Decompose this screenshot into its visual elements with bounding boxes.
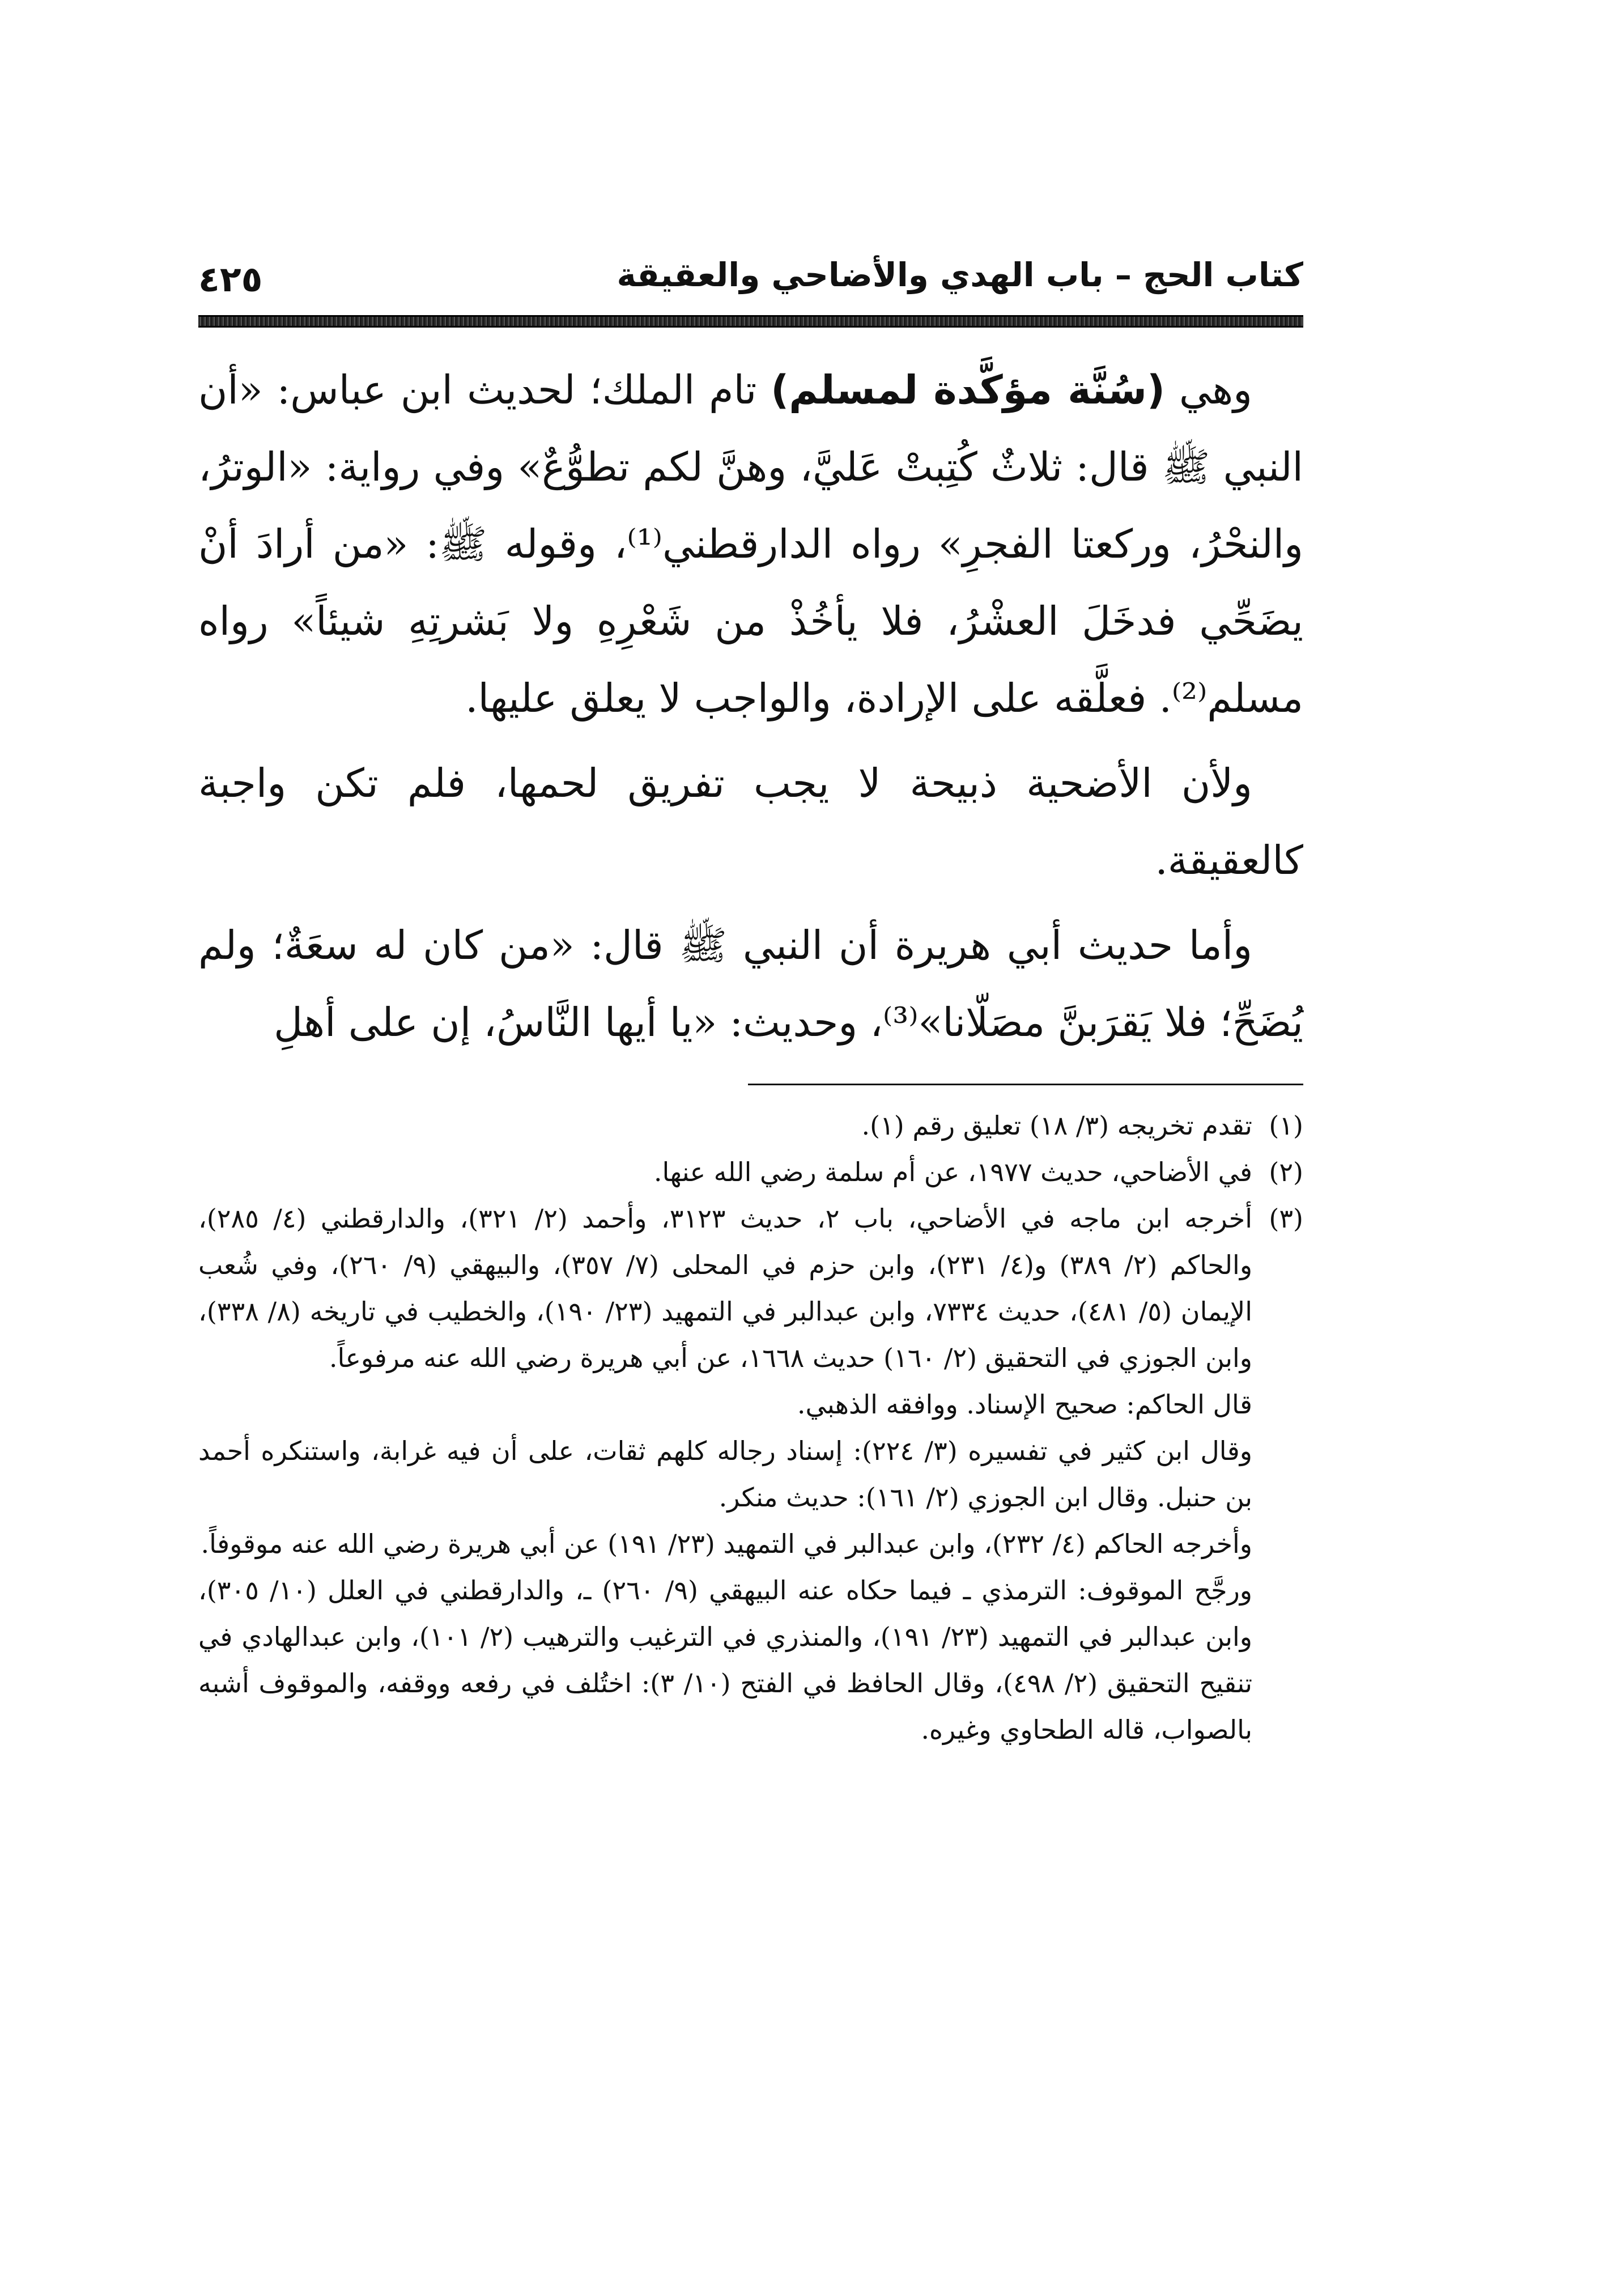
paragraph-1	[198, 351, 1303, 737]
footnote-2	[198, 1149, 1303, 1195]
footnote-number: (٣)	[1269, 1203, 1303, 1234]
paragraph-2: ولأن الأضحية ذبيحة لا يجب تفريق لحمها، فلم تكن واجبة كالعقيقة.	[198, 760, 1303, 884]
footnote-separator	[748, 1084, 1303, 1085]
running-header	[198, 249, 1303, 312]
footnote-text: أخرجه ابن ماجه في الأضاحي، باب ٢، حديث ٣١٢٣، وأحمد (٢/ ٣٢١)، والدارقطني (٤/ ٢٨٥)، والحاكم (٢/ ٣٨٩) و(٤/ ٢٣١)، وابن حزم في المحلى (٧/ ٣٥٧)، والبيهقي (٩/ ٢٦٠)، وفي شُعب الإيمان (٥/ ٤٨١)، حديث ٧٣٣٤، وابن عبدالبر في التمهيد (٢٣/ ١٩٠)، والخطيب في تاريخه (٨/ ٣٣٨)، وابن الجوزي في التحقيق (٢/ ١٦٠) حديث ١٦٦٨، عن أبي هريرة رضي الله عنه مرفوعاً.	[198, 1203, 1253, 1373]
footnote-1	[198, 1102, 1303, 1149]
footnotes	[198, 1102, 1303, 1753]
paragraph-1-body: تام الملك؛ لحديث ابن عباس: «أن النبي ﷺ قال: ثلاثٌ كُتِبتْ عَليَّ، وهنَّ لكم تطوُّعٌ» وفي رواية: «الوترُ، والنحْرُ، وركعتا الفجرِ» رواه الدارقطني⁽¹⁾، وقوله ﷺ: «من أرادَ أنْ يضَحِّي فدخَلَ العشْرُ، فلا يأخُذْ من شَعْرِهِ ولا بَشرتِهِ شيئاً» رواه مسلم⁽²⁾. فعلَّقه على الإرادة، والواجب لا يعلق عليها.	[198, 367, 1303, 721]
running-header-title: كتاب الحج – باب الهدي والأضاحي والعقيقة	[617, 256, 1303, 294]
footnote-3	[198, 1195, 1303, 1753]
footnote-number: (١)	[1269, 1110, 1303, 1141]
paragraph-3: وأما حديث أبي هريرة أن النبي ﷺ قال: «من كان له سعَةٌ؛ ولم يُضَحِّ؛ فلا يَقرَبنَّ مصَلّانا»⁽³⁾، وحديث: «يا أيها النَّاسُ، إن على أهلِ	[198, 922, 1303, 1046]
footnote-text: قال الحاكم: صحيح الإسناد. ووافقه الذهبي.	[797, 1389, 1252, 1420]
page-number: ٤٢٥	[198, 258, 263, 300]
footnote-text: تقدم تخريجه (٣/ ١٨) تعليق رقم (١).	[861, 1110, 1252, 1141]
footnote-text: وأخرجه الحاكم (٤/ ٢٣٢)، وابن عبدالبر في التمهيد (٢٣/ ١٩١) عن أبي هريرة رضي الله عنه موقوفاً.	[201, 1528, 1252, 1559]
footnote-text: في الأضاحي، حديث ١٩٧٧، عن أم سلمة رضي الله عنها.	[653, 1157, 1252, 1187]
header-rule	[198, 315, 1303, 328]
footnote-text: ورجَّح الموقوف: الترمذي ـ فيما حكاه عنه البيهقي (٩/ ٢٦٠) ـ، والدارقطني في العلل (١٠/ ٣٠٥)، وابن عبدالبر في التمهيد (٢٣/ ١٩١)، والمنذري في الترغيب والترهيب (٢/ ١٠١)، وابن عبدالهادي في تنقيح التحقيق (٢/ ٤٩٨)، وقال الحافظ في الفتح (١٠/ ٣): اختُلف في رفعه ووقفه، والموقوف أشبه بالصواب، قاله الطحاوي وغيره.	[198, 1575, 1253, 1745]
paragraph-1-lead: وهي	[1164, 367, 1252, 413]
footnote-text: وقال ابن كثير في تفسيره (٣/ ٢٢٤): إسناد رجاله كلهم ثقات، على أن فيه غرابة، واستنكره أحمد بن حنبل. وقال ابن الجوزي (٢/ ١٦١): حديث منكر.	[198, 1436, 1252, 1513]
footnote-number: (٢)	[1269, 1157, 1303, 1187]
main-text	[198, 351, 1303, 1061]
matn-phrase: (سُنَّة مؤكَّدة لمسلم)	[771, 367, 1165, 413]
